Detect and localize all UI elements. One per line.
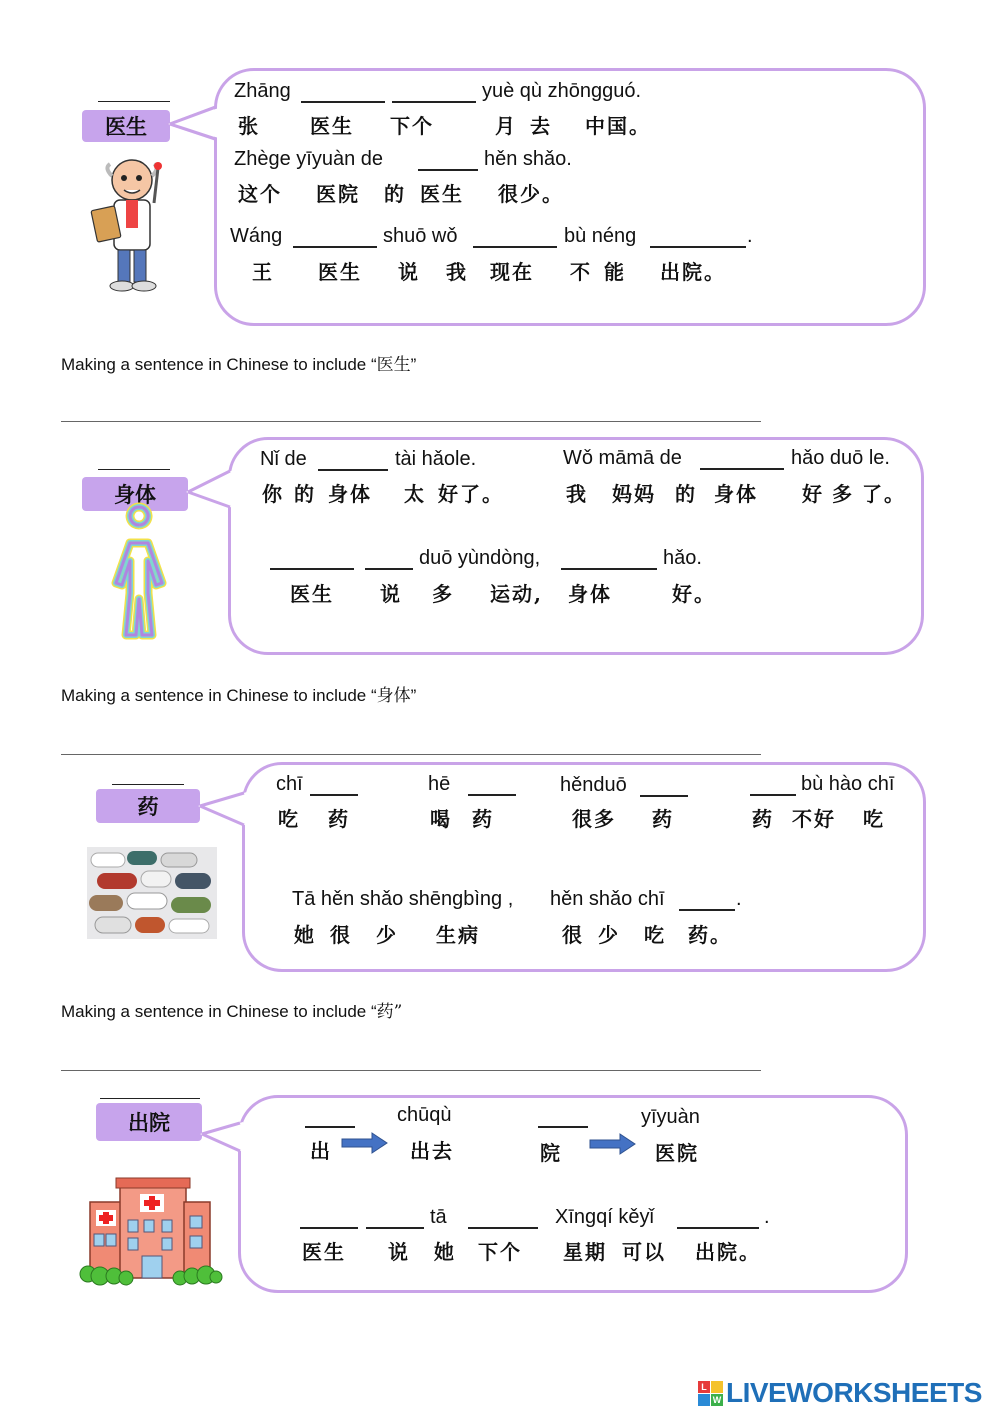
answer-3-4[interactable] xyxy=(750,776,796,796)
pinyin-shuo-wo: shuō wǒ xyxy=(383,225,458,247)
pinyin-ta-hen-shao-shengbing: Tā hěn shǎo shēngbìng , xyxy=(292,888,514,910)
answer-2-4[interactable] xyxy=(365,550,413,570)
hanzi-bu: 不 xyxy=(570,260,592,284)
pinyin-xingqi-keyi: Xīngqí kěyǐ xyxy=(555,1206,654,1228)
pills-image xyxy=(87,847,217,939)
label-blank-3[interactable] xyxy=(112,784,184,785)
answer-1-6[interactable] xyxy=(650,228,746,248)
hanzi-qu: 去 xyxy=(530,114,552,138)
pinyin-bu-neng: bù néng xyxy=(564,225,637,247)
hanzi-shao: 少 xyxy=(376,923,398,947)
hanzi-yisheng: 医生 xyxy=(310,114,354,138)
hanzi-yiyuan-2: 医院 xyxy=(655,1141,699,1165)
pinyin-hen-shao-chi: hěn shǎo chī xyxy=(550,888,665,910)
hanzi-yao-2: 药 xyxy=(472,807,494,831)
pinyin-hao: hǎo. xyxy=(663,547,702,569)
prompt-1: Making a sentence in Chinese to include “医生” xyxy=(61,355,417,375)
logo-icon xyxy=(698,1381,723,1406)
pinyin-chuqu: chūqù xyxy=(397,1104,452,1126)
answer-2-2[interactable] xyxy=(700,450,784,470)
hanzi-yue: 月 xyxy=(495,114,517,138)
writing-line-1[interactable] xyxy=(61,421,761,422)
body-image xyxy=(104,523,174,638)
liveworksheets-logo xyxy=(698,1377,982,1409)
hanzi-buhao: 不好 xyxy=(792,807,836,831)
doctor-image xyxy=(84,158,204,298)
hanzi-shengbing: 生病 xyxy=(436,923,480,947)
hanzi-ta: 她 xyxy=(294,923,316,947)
hanzi-le: 了。 xyxy=(862,482,906,506)
hanzi-ni: 你 xyxy=(262,482,284,506)
pinyin-hao-duo-le: hǎo duō le. xyxy=(791,447,890,469)
hanzi-yuan: 院 xyxy=(540,1141,562,1165)
hanzi-yisheng-3: 医生 xyxy=(318,260,362,284)
answer-1-5[interactable] xyxy=(473,228,557,248)
hanzi-shenti: 身体 xyxy=(328,482,372,506)
label-chuyuan: 出院 xyxy=(96,1103,202,1141)
hanzi-shuo: 说 xyxy=(398,260,420,284)
hanzi-yao-3: 药 xyxy=(652,807,674,831)
label-yisheng: 医生 xyxy=(82,110,170,142)
answer-2-3[interactable] xyxy=(270,550,354,570)
writing-line-3[interactable] xyxy=(61,1070,761,1071)
hanzi-wo-2: 我 xyxy=(566,482,588,506)
hanzi-yiyuan: 医院 xyxy=(316,182,360,206)
logo-text: LIVEWORKSHEETS xyxy=(726,1377,982,1408)
pinyin-ni-de: Nǐ de xyxy=(260,448,307,470)
hanzi-zhang: 张 xyxy=(238,114,260,138)
pinyin-duo-yundong: duō yùndòng, xyxy=(419,547,541,569)
logo-tile-blue xyxy=(698,1394,710,1406)
hanzi-chuyuan-2: 出院。 xyxy=(695,1240,761,1264)
hanzi-duo-2: 多 xyxy=(432,582,454,606)
hanzi-yisheng-4: 医生 xyxy=(290,582,334,606)
answer-4-3[interactable] xyxy=(300,1209,358,1229)
hanzi-neng: 能 xyxy=(604,260,626,284)
answer-4-5[interactable] xyxy=(468,1209,538,1229)
prompt-3: Making a sentence in Chinese to include “药” xyxy=(61,1002,403,1022)
pinyin-wo-mama-de: Wǒ māmā de xyxy=(563,447,682,469)
hanzi-tai: 太 xyxy=(404,482,426,506)
pinyin-bu-hao-chi: bù hào chī xyxy=(801,773,895,795)
label-blank-2[interactable] xyxy=(98,469,170,470)
label-shenti: 身体 xyxy=(82,477,188,511)
logo-tile-yellow xyxy=(711,1381,723,1393)
hanzi-yisheng-2: 医生 xyxy=(420,182,464,206)
hanzi-duo: 多 xyxy=(832,482,854,506)
answer-3-2[interactable] xyxy=(468,776,516,796)
hanzi-ta-2: 她 xyxy=(434,1240,456,1264)
pinyin-yiyuan: yīyuàn xyxy=(641,1106,700,1128)
hanzi-xianzai: 现在 xyxy=(490,260,534,284)
hanzi-xiage: 下个 xyxy=(390,114,434,138)
arrow-icon xyxy=(342,1132,388,1154)
label-yao: 药 xyxy=(96,789,200,823)
hanzi-chuyuan: 出院。 xyxy=(660,260,726,284)
hanzi-chuqu: 出去 xyxy=(410,1139,454,1163)
hanzi-haole: 好了。 xyxy=(438,482,504,506)
hanzi-de: 的 xyxy=(384,182,406,206)
hanzi-yao: 药 xyxy=(328,807,350,831)
label-blank-4[interactable] xyxy=(100,1098,200,1099)
hanzi-hao: 好 xyxy=(802,482,824,506)
hanzi-chi: 吃 xyxy=(278,807,300,831)
bubble-tail-4 xyxy=(0,0,1,1)
answer-4-2[interactable] xyxy=(538,1108,588,1128)
answer-4-1[interactable] xyxy=(305,1108,355,1128)
hanzi-chu: 出 xyxy=(310,1139,332,1163)
pinyin-yue-qu-zhongguo: yuè qù zhōngguó. xyxy=(482,80,642,102)
answer-1-2[interactable] xyxy=(392,83,476,103)
hanzi-hen: 很 xyxy=(330,923,352,947)
hanzi-he: 喝 xyxy=(430,807,452,831)
answer-2-5[interactable] xyxy=(561,550,657,570)
answer-3-1[interactable] xyxy=(310,776,358,796)
pinyin-henduo: hěnduō xyxy=(560,774,627,796)
hanzi-shenti-2: 身体 xyxy=(714,482,758,506)
hanzi-yao-5: 药。 xyxy=(688,923,732,947)
answer-1-4[interactable] xyxy=(293,228,377,248)
hanzi-de-2: 的 xyxy=(294,482,316,506)
pinyin-zhege-yiyuan-de: Zhège yīyuàn de xyxy=(234,148,383,170)
hanzi-xingqi: 星期 xyxy=(563,1240,607,1264)
hanzi-yisheng-5: 医生 xyxy=(302,1240,346,1264)
pinyin-period-3: . xyxy=(736,888,742,910)
pinyin-ta: tā xyxy=(430,1206,447,1228)
hospital-image xyxy=(80,1176,222,1286)
hanzi-chi-3: 吃 xyxy=(644,923,666,947)
hanzi-keyi: 可以 xyxy=(622,1240,666,1264)
pinyin-chi: chī xyxy=(276,773,303,795)
pinyin-tai-haole: tài hǎole. xyxy=(395,448,477,470)
hanzi-wang: 王 xyxy=(252,260,274,284)
hanzi-xiage-2: 下个 xyxy=(478,1240,522,1264)
hanzi-hao-2: 好。 xyxy=(672,582,716,606)
hanzi-shuo-2: 说 xyxy=(380,582,402,606)
hanzi-yundong: 运动, xyxy=(490,582,543,606)
hanzi-zhege: 这个 xyxy=(238,182,282,206)
hanzi-mama: 妈妈 xyxy=(612,482,656,506)
answer-4-4[interactable] xyxy=(366,1209,424,1229)
hanzi-shuo-3: 说 xyxy=(388,1240,410,1264)
hanzi-de-3: 的 xyxy=(675,482,697,506)
pinyin-period-4: . xyxy=(764,1206,770,1228)
hanzi-shao-2: 少 xyxy=(598,923,620,947)
hanzi-hen-2: 很 xyxy=(562,923,584,947)
hanzi-shenti-3: 身体 xyxy=(568,582,612,606)
hanzi-yao-4: 药 xyxy=(752,807,774,831)
pinyin-hen-shao: hěn shǎo. xyxy=(484,148,572,170)
hanzi-henduo: 很多 xyxy=(572,807,616,831)
prompt-2: Making a sentence in Chinese to include “身体” xyxy=(61,686,417,706)
writing-line-2[interactable] xyxy=(61,754,761,755)
hanzi-zhongguo: 中国。 xyxy=(585,114,651,138)
label-blank-1[interactable] xyxy=(98,101,170,102)
logo-letter-w: W xyxy=(712,1394,722,1405)
pinyin-period-1: . xyxy=(747,225,753,247)
hanzi-henshao: 很少。 xyxy=(498,182,564,206)
pinyin-he: hē xyxy=(428,773,451,795)
answer-1-1[interactable] xyxy=(301,83,385,103)
pinyin-wang: Wáng xyxy=(230,225,283,247)
hanzi-wo: 我 xyxy=(446,260,468,284)
answer-4-6[interactable] xyxy=(677,1209,759,1229)
pinyin-zhang: Zhāng xyxy=(234,80,291,102)
arrow-icon xyxy=(590,1133,636,1155)
logo-letter-l: L xyxy=(698,1381,710,1393)
hanzi-chi-2: 吃 xyxy=(863,807,885,831)
answer-1-3[interactable] xyxy=(418,151,478,171)
answer-2-1[interactable] xyxy=(318,451,388,471)
answer-3-5[interactable] xyxy=(679,891,735,911)
answer-3-3[interactable] xyxy=(640,777,688,797)
